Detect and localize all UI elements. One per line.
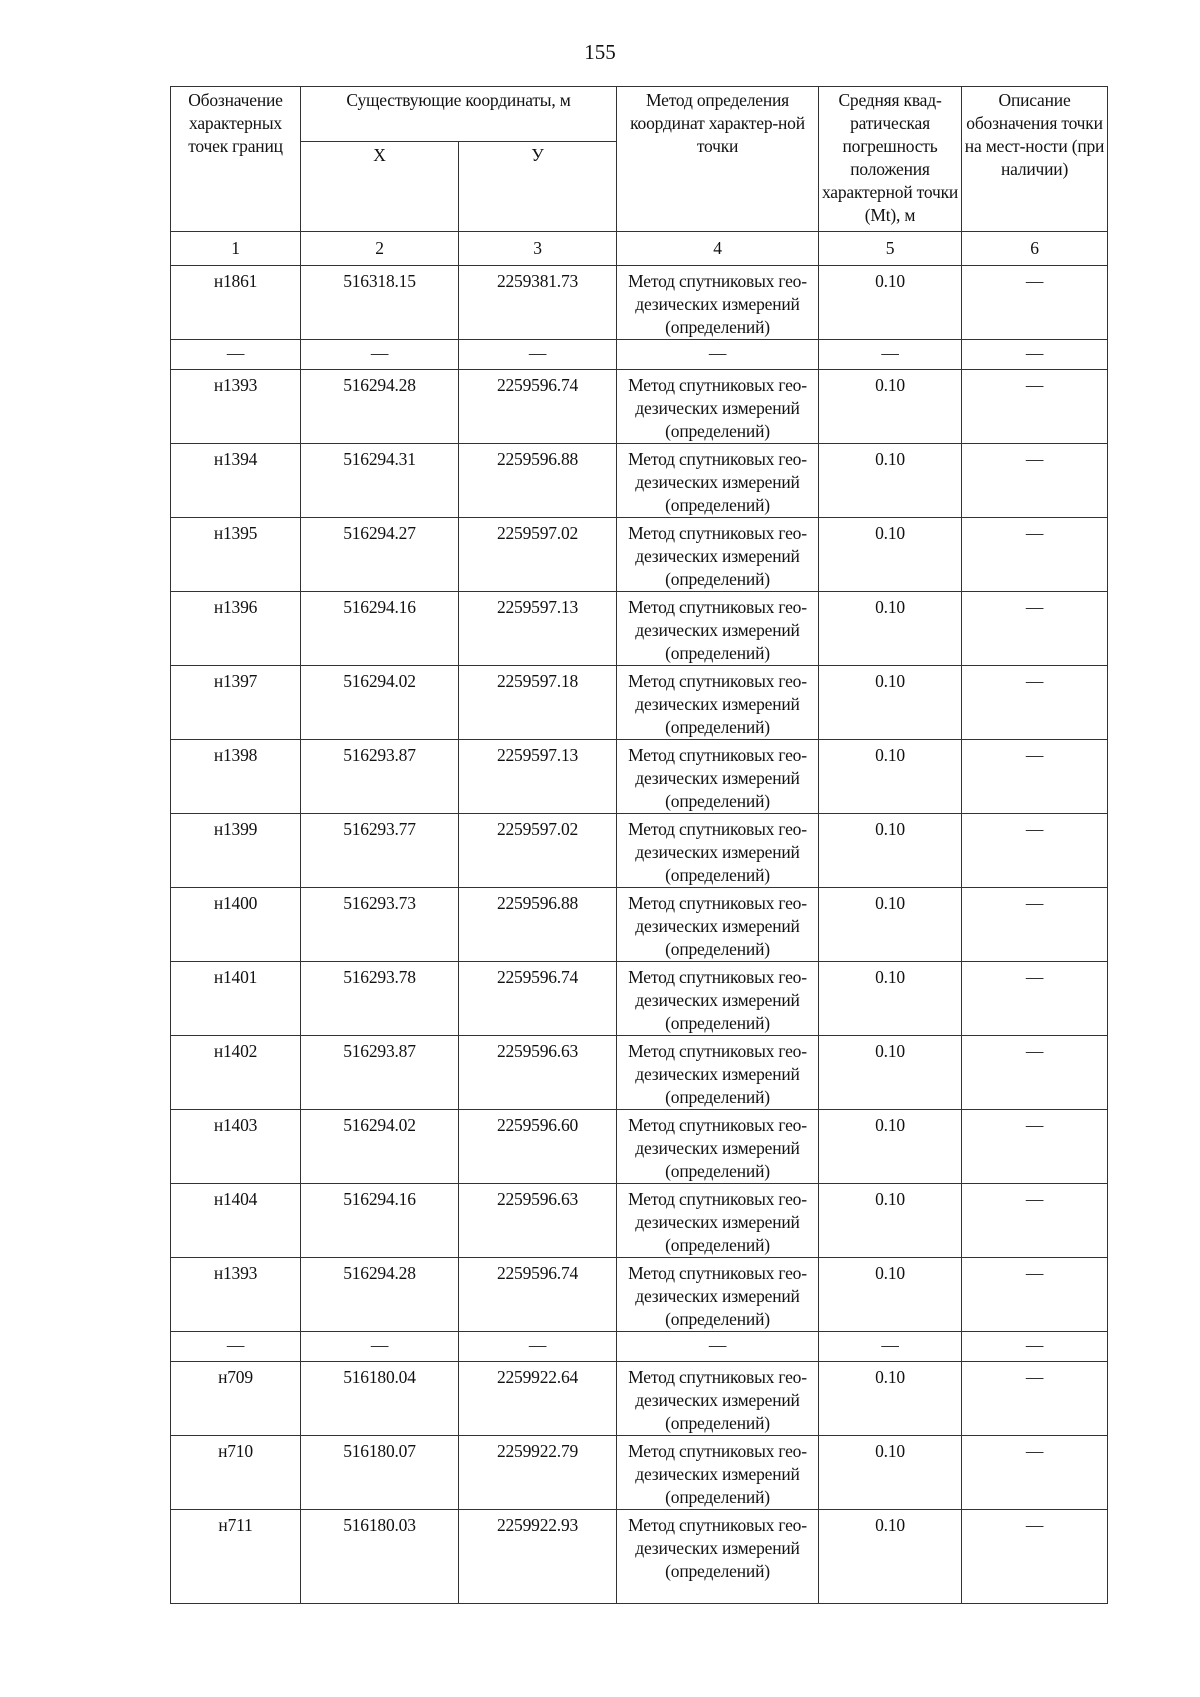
method-cell: Метод спутниковых гео-дезических измерений (определений) (617, 814, 819, 888)
method-cell: Метод спутниковых гео-дезических измерений (определений) (617, 518, 819, 592)
separator-dash: — (617, 1332, 819, 1362)
column-number: 1 (171, 232, 301, 266)
point-designation-cell: н1401 (171, 962, 301, 1036)
separator-dash: — (301, 340, 459, 370)
y-coordinate-cell: 2259596.60 (459, 1110, 617, 1184)
y-coordinate-cell: 2259597.18 (459, 666, 617, 740)
y-coordinate-cell: 2259597.13 (459, 592, 617, 666)
method-cell: Метод спутниковых гео-дезических измерений (определений) (617, 370, 819, 444)
y-coordinate-cell: 2259596.63 (459, 1184, 617, 1258)
mean-square-error-cell: 0.10 (819, 1184, 962, 1258)
description-cell: — (962, 1510, 1108, 1604)
x-coordinate-cell: 516294.16 (301, 592, 459, 666)
column-number: 5 (819, 232, 962, 266)
description-cell: — (962, 1436, 1108, 1510)
point-designation-cell: н1397 (171, 666, 301, 740)
point-designation-cell: н1395 (171, 518, 301, 592)
x-coordinate-cell: 516293.77 (301, 814, 459, 888)
mean-square-error-cell: 0.10 (819, 370, 962, 444)
mean-square-error-cell: 0.10 (819, 962, 962, 1036)
separator-dash: — (171, 1332, 301, 1362)
header-x: Х (301, 142, 459, 232)
method-cell: Метод спутниковых гео-дезических измерений (определений) (617, 1258, 819, 1332)
separator-dash: — (171, 340, 301, 370)
column-number: 2 (301, 232, 459, 266)
separator-dash: — (459, 340, 617, 370)
x-coordinate-cell: 516294.02 (301, 666, 459, 740)
point-designation-cell: н1400 (171, 888, 301, 962)
mean-square-error-cell: 0.10 (819, 814, 962, 888)
description-cell: — (962, 888, 1108, 962)
description-cell: — (962, 1258, 1108, 1332)
mean-square-error-cell: 0.10 (819, 1036, 962, 1110)
y-coordinate-cell: 2259597.02 (459, 518, 617, 592)
point-designation-cell: н1396 (171, 592, 301, 666)
point-designation-cell: н1393 (171, 1258, 301, 1332)
description-cell: — (962, 666, 1108, 740)
method-cell: Метод спутниковых гео-дезических измерений (определений) (617, 1510, 819, 1604)
mean-square-error-cell: 0.10 (819, 444, 962, 518)
point-designation-cell: н1393 (171, 370, 301, 444)
table-body (171, 266, 1108, 1604)
method-cell: Метод спутниковых гео-дезических измерений (определений) (617, 740, 819, 814)
x-coordinate-cell: 516180.04 (301, 1362, 459, 1436)
separator-row (171, 340, 1108, 370)
description-cell: — (962, 1184, 1108, 1258)
method-cell: Метод спутниковых гео-дезических измерений (определений) (617, 666, 819, 740)
header-method: Метод определения координат характер-ной точки (617, 87, 819, 232)
y-coordinate-cell: 2259922.79 (459, 1436, 617, 1510)
point-designation-cell: н1403 (171, 1110, 301, 1184)
table-row (171, 592, 1108, 666)
point-designation-cell: н1404 (171, 1184, 301, 1258)
method-cell: Метод спутниковых гео-дезических измерений (определений) (617, 962, 819, 1036)
point-designation-cell: н1402 (171, 1036, 301, 1110)
point-designation-cell: н1398 (171, 740, 301, 814)
table-row (171, 518, 1108, 592)
description-cell: — (962, 1110, 1108, 1184)
description-cell: — (962, 370, 1108, 444)
table-row (171, 1362, 1108, 1436)
mean-square-error-cell: 0.10 (819, 1362, 962, 1436)
column-number: 4 (617, 232, 819, 266)
method-cell: Метод спутниковых гео-дезических измерений (определений) (617, 592, 819, 666)
mean-square-error-cell: 0.10 (819, 666, 962, 740)
header-y: У (459, 142, 617, 232)
point-designation-cell: н711 (171, 1510, 301, 1604)
table-row (171, 444, 1108, 518)
table-row (171, 740, 1108, 814)
separator-dash: — (301, 1332, 459, 1362)
method-cell: Метод спутниковых гео-дезических измерений (определений) (617, 1184, 819, 1258)
point-designation-cell: н710 (171, 1436, 301, 1510)
mean-square-error-cell: 0.10 (819, 740, 962, 814)
table-row (171, 1036, 1108, 1110)
description-cell: — (962, 740, 1108, 814)
description-cell: — (962, 592, 1108, 666)
x-coordinate-cell: 516293.87 (301, 740, 459, 814)
separator-dash: — (962, 340, 1108, 370)
description-cell: — (962, 518, 1108, 592)
method-cell: Метод спутниковых гео-дезических измерений (определений) (617, 1110, 819, 1184)
mean-square-error-cell: 0.10 (819, 592, 962, 666)
x-coordinate-cell: 516318.15 (301, 266, 459, 340)
x-coordinate-cell: 516293.78 (301, 962, 459, 1036)
method-cell: Метод спутниковых гео-дезических измерений (определений) (617, 444, 819, 518)
point-designation-cell: н1399 (171, 814, 301, 888)
description-cell: — (962, 266, 1108, 340)
separator-dash: — (819, 340, 962, 370)
mean-square-error-cell: 0.10 (819, 1258, 962, 1332)
coordinates-table (170, 86, 1108, 1604)
x-coordinate-cell: 516294.28 (301, 1258, 459, 1332)
table-row (171, 888, 1108, 962)
y-coordinate-cell: 2259597.02 (459, 814, 617, 888)
y-coordinate-cell: 2259596.74 (459, 370, 617, 444)
column-number: 3 (459, 232, 617, 266)
header-coordinates-group: Существующие координаты, м (301, 87, 617, 142)
mean-square-error-cell: 0.10 (819, 266, 962, 340)
separator-dash: — (962, 1332, 1108, 1362)
table-row (171, 1510, 1108, 1604)
table-row (171, 814, 1108, 888)
separator-dash: — (617, 340, 819, 370)
separator-dash: — (459, 1332, 617, 1362)
description-cell: — (962, 444, 1108, 518)
separator-dash: — (819, 1332, 962, 1362)
table-row (171, 1110, 1108, 1184)
x-coordinate-cell: 516180.03 (301, 1510, 459, 1604)
description-cell: — (962, 962, 1108, 1036)
method-cell: Метод спутниковых гео-дезических измерений (определений) (617, 888, 819, 962)
mean-square-error-cell: 0.10 (819, 518, 962, 592)
column-number-row (171, 232, 1108, 266)
y-coordinate-cell: 2259596.88 (459, 888, 617, 962)
mean-square-error-cell: 0.10 (819, 1510, 962, 1604)
mean-square-error-cell: 0.10 (819, 1110, 962, 1184)
x-coordinate-cell: 516294.02 (301, 1110, 459, 1184)
header-row (171, 87, 1108, 142)
y-coordinate-cell: 2259596.88 (459, 444, 617, 518)
separator-row (171, 1332, 1108, 1362)
method-cell: Метод спутниковых гео-дезических измерений (определений) (617, 1436, 819, 1510)
table-row (171, 962, 1108, 1036)
x-coordinate-cell: 516294.16 (301, 1184, 459, 1258)
point-designation-cell: н1861 (171, 266, 301, 340)
point-designation-cell: н709 (171, 1362, 301, 1436)
x-coordinate-cell: 516293.87 (301, 1036, 459, 1110)
x-coordinate-cell: 516294.27 (301, 518, 459, 592)
y-coordinate-cell: 2259922.93 (459, 1510, 617, 1604)
table-row (171, 370, 1108, 444)
column-number: 6 (962, 232, 1108, 266)
description-cell: — (962, 1036, 1108, 1110)
description-cell: — (962, 1362, 1108, 1436)
table-row (171, 1258, 1108, 1332)
page-number: 155 (584, 40, 616, 64)
mean-square-error-cell: 0.10 (819, 888, 962, 962)
method-cell: Метод спутниковых гео-дезических измерений (определений) (617, 1362, 819, 1436)
y-coordinate-cell: 2259596.63 (459, 1036, 617, 1110)
point-designation-cell: н1394 (171, 444, 301, 518)
x-coordinate-cell: 516180.07 (301, 1436, 459, 1510)
description-cell: — (962, 814, 1108, 888)
table-row (171, 266, 1108, 340)
y-coordinate-cell: 2259596.74 (459, 1258, 617, 1332)
header-point-designation: Обозначение характерных точек границ (171, 87, 301, 232)
x-coordinate-cell: 516294.31 (301, 444, 459, 518)
x-coordinate-cell: 516294.28 (301, 370, 459, 444)
header-mean-square-error: Средняя квад-ратическая погрешность положения характерной точки (Mt), м (819, 87, 962, 232)
y-coordinate-cell: 2259381.73 (459, 266, 617, 340)
y-coordinate-cell: 2259922.64 (459, 1362, 617, 1436)
y-coordinate-cell: 2259597.13 (459, 740, 617, 814)
mean-square-error-cell: 0.10 (819, 1436, 962, 1510)
table-row (171, 666, 1108, 740)
table-row (171, 1436, 1108, 1510)
table-row (171, 1184, 1108, 1258)
method-cell: Метод спутниковых гео-дезических измерений (определений) (617, 1036, 819, 1110)
header-description: Описание обозначения точки на мест-ности (при наличии) (962, 87, 1108, 232)
method-cell: Метод спутниковых гео-дезических измерений (определений) (617, 266, 819, 340)
x-coordinate-cell: 516293.73 (301, 888, 459, 962)
y-coordinate-cell: 2259596.74 (459, 962, 617, 1036)
